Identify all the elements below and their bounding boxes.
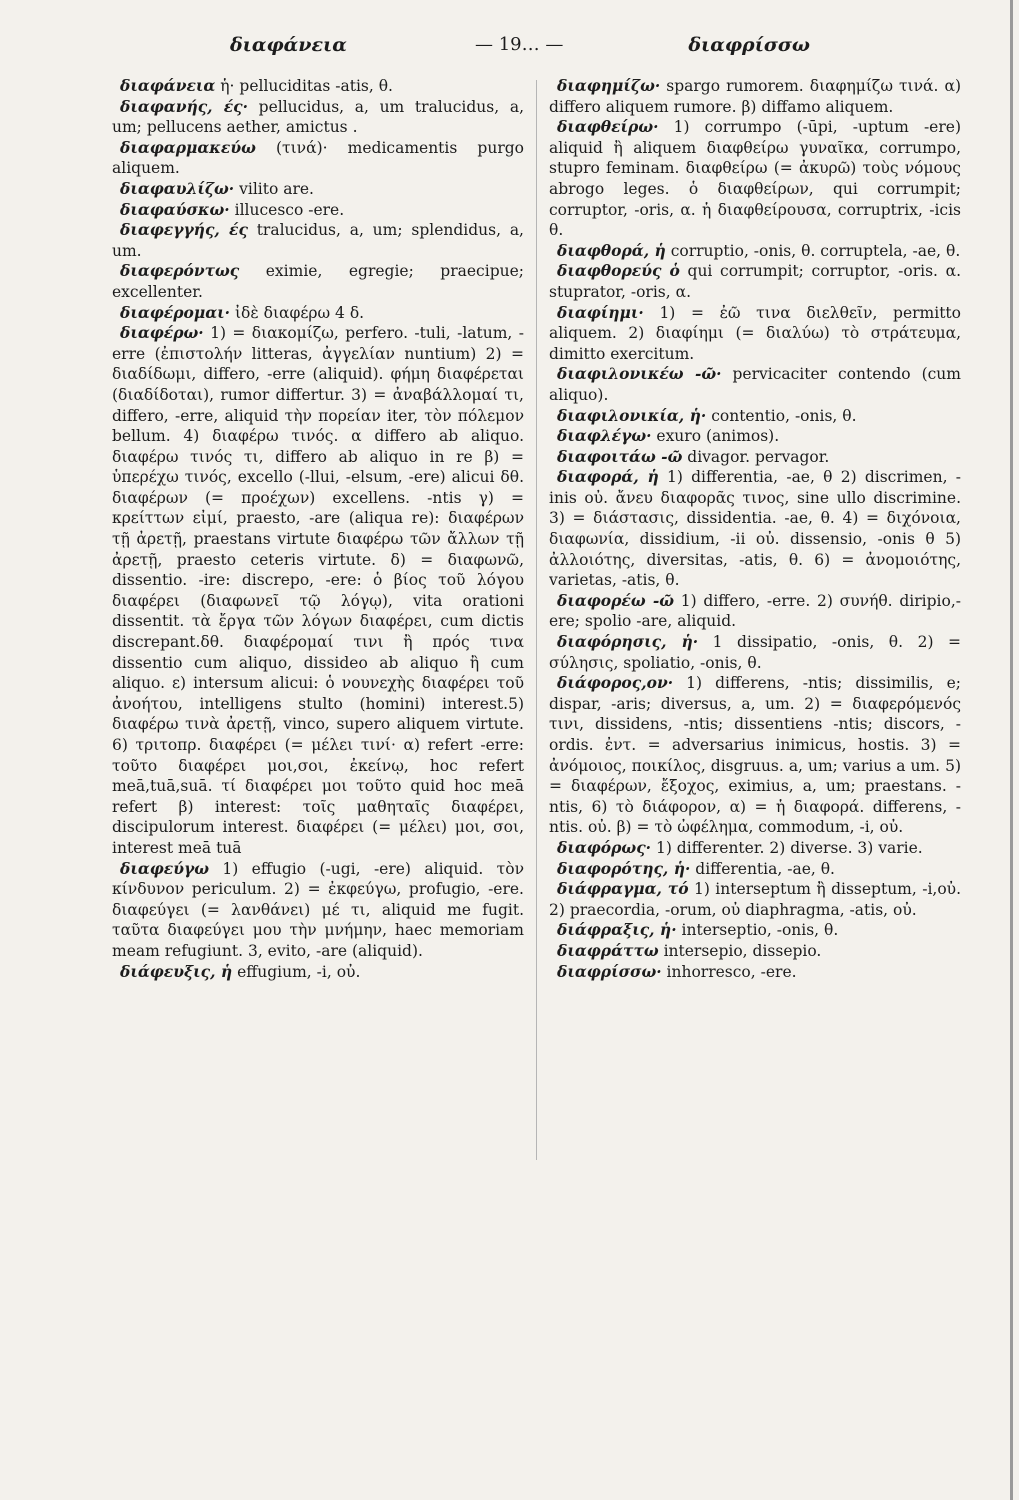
entry-headword: διαφέρομαι· [120,302,231,322]
entry-definition: 1) interseptum ἢ disseptum, -i,οὐ. 2) praecordia, -orum, οὐ diaphragma, -atis, οὐ. [549,880,961,919]
entry-definition: intersepio, dissepio. [658,941,822,960]
column-divider [536,80,537,1160]
dictionary-entry [549,303,961,365]
entry-definition: qui corrumpit; corruptor, -oris. α. stuprator, -oris, α. [549,262,961,301]
entry-definition: 1) = ἐῶ τινα διελθεῖν, permitto aliquem. 2) διαφίημι (= διαλύω) τὸ στράτευμα, dimitto exercitum. [549,303,961,363]
entry-definition: 1) differenter. 2) diverse. 3) varie. [651,838,923,857]
entry-headword: διαφαύσκω· [120,199,230,219]
entry-headword: διαφανής, ές· [120,96,248,116]
entry-headword: διαφθείρω· [557,117,659,137]
entry-definition: ἰδὲ διαφέρω 4 δ. [230,303,365,322]
right-column [549,76,961,1476]
dictionary-entry [112,200,524,221]
entry-headword: διαφιλονικέω -ῶ· [557,364,722,384]
dictionary-entry [549,261,961,302]
dictionary-entry [112,179,524,200]
entry-headword: διαφαυλίζω· [120,178,235,198]
entry-definition: illucesco -ere. [229,200,345,219]
entry-definition: 1) = διακομίζω, perfero. -tuli, -latum, -erre (ἐπιστολήν litteras, ἀγγελίαν nuntium) 2) = διαδίδωμι, differo, -erre (aliquid). φήμη διαφέρεται (διαδίδοται), rumor differtur. 3) = ἀναβάλλομαί τι, differo, -erre, aliquid τὴν πορείαν iter, τὸν πόλεμον bellum. 4) διαφέρω τινός. α differo ab aliquo. διαφέρω τινός τι, differo ab aliquo in re β) = ὑπερέχω τινός, excello (-llui, -elsum, -ere) alicui δθ. διαφέρων (= προέχων) excellens. -ntis γ) = κρείττων εἰμί, praesto, -are (aliqua re): διαφέρων τῇ ἀρετῇ, praestans virtute διαφέρω τῶν ἄλλων τῇ ἀρετῇ, praesto ceteris virtute. δ) = διαφωνῶ, dissentio. -ire: discrepo, -ere: ὁ βίος τοῦ λόγου διαφέρει (διαφωνεῖ τῷ λόγῳ), vita orationi dissentit. τὰ ἔργα τῶν λόγων διαφέρει, cum dictis discrepant.δθ. διαφέρομαί τινι ἢ πρός τινα dissentio cum aliquo, dissideo ab aliquo ἢ cum aliquo. ε) intersum alicui: ὁ νουνεχὴς διαφέρει τοῦ ἀνοήτου, intelligens stulto (homini) interest.5) διαφέρω τινὰ ἀρετῇ, vinco, supero aliquem virtute. 6) τριτοπρ. διαφέρει (= μέλει τινί· α) refert -erre: τοῦτο διαφέρει μοι,σοι, ἐκείνῳ, hoc refert meā,tuā,suā. τί διαφέρει μοι τοῦτο quid hoc meā refert β) interest: τοῖς μαθηταῖς διαφέρει, discipulorum interest. διαφέρει (= μέλει) μοι, σοι, interest meā tuā [112,324,524,857]
entry-headword: διαφλέγω· [557,426,652,446]
entry-headword: διάφραξις, ἡ· [557,920,677,940]
running-header [230,34,810,64]
entry-headword: διαφιλονικία, ἡ· [557,405,707,425]
dictionary-entry [112,220,524,261]
dictionary-entry [112,323,524,858]
dictionary-entry [549,920,961,941]
dictionary-entry [549,591,961,632]
entry-headword: διαφάνεια [120,76,216,95]
page-edge [1010,0,1013,1500]
entry-headword: διαφθορεύς ὁ [557,261,680,281]
entry-definition: 1) differentia, -ae, θ 2) discrimen, -inis οὐ. ἄνευ διαφορᾶς τινος, sine ullo discrimine. 3) = διάστασις, dissidentia. -ae, θ. 4) = διχόνοια, διαφωνία, dissidium, -ii οὐ. dissensio, -onis θ 5) ἀλλοιότης, diversitas, -atis, θ. 6) = ἀνομοιότης, varietas, -atis, θ. [549,468,961,590]
entry-definition: spargo rumorem. διαφημίζω τινά. α) differo aliquem rumore. β) diffamo aliquem. [549,77,961,116]
entry-headword: διαφρίσσω· [557,961,662,981]
entry-definition: pellucidus, a, um tralucidus, a, um; pellucens aether, amictus . [112,97,524,137]
dictionary-entry [549,426,961,447]
dictionary-entry [112,261,524,302]
dictionary-entry [112,303,524,324]
entry-definition: divagor. pervagor. [682,447,830,466]
entry-headword: διαφορά, ἡ [557,467,659,487]
entry-headword: διαφράττω [557,940,659,960]
dictionary-entry [549,447,961,468]
entry-definition: corruptio, -onis, θ. corruptela, -ae, θ. [665,241,961,260]
dictionary-entry [112,76,524,97]
entry-definition: vilito are. [234,179,314,198]
entry-headword: διαφίημι· [557,302,644,322]
entry-definition: 1 dissipatio, -onis, θ. 2) = σύλησις, spoliatio, -onis, θ. [549,633,961,672]
entry-definition: interseptio, -onis, θ. [676,921,839,940]
entry-headword: διαφοιτάω -ῶ [557,446,683,466]
left-column [112,76,524,1476]
entry-definition: (τινά)· medicamentis purgo aliquem. [112,138,524,178]
entry-headword: διαφερόντως [120,261,240,281]
entry-headword: διαφορότης, ἡ· [557,858,691,878]
entry-headword: διάφραγμα, τό [557,879,689,899]
dictionary-entry [112,962,524,983]
dictionary-entry [549,941,961,962]
dictionary-entry [549,838,961,859]
entry-headword: διαφημίζω· [557,76,661,95]
entry-headword: διαφορέω -ῶ [557,590,675,610]
entry-definition: contentio, -onis, θ. [706,406,857,425]
entry-headword: διάφευξις, ἡ [120,961,233,981]
dictionary-entry [549,241,961,262]
dictionary-entry [112,138,524,179]
entry-definition: differentia, -ae, θ. [690,859,835,878]
dictionary-entry [549,406,961,427]
header-left-word: διαφάνεια [230,34,347,56]
entry-definition: inhorresco, -ere. [661,962,797,981]
dictionary-entry [549,632,961,673]
dictionary-entry [549,467,961,591]
entry-definition: ἡ· pelluciditas -atis, θ. [215,77,393,95]
entry-definition: 1) corrumpo (-ūpi, -uptum -ere) aliquid ἢ aliquem διαφθείρω γυναῖκα, corrumpo, stupro feminam. διαφθείρω (= ἀκυρῶ) τοὺς νόμους abrogo leges. ὁ διαφθείρων, qui corrumpit; corruptor, -oris, α. ἡ διαφθείρουσα, corruptrix, -icis θ. [549,118,961,240]
entry-headword: διαφόρησις, ἡ· [557,632,699,652]
entry-headword: διαφέρω· [120,323,204,343]
entry-definition: effugium, -i, οὐ. [232,962,361,981]
dictionary-entry [112,97,524,138]
entry-definition: 1) differens, -ntis; dissimilis, e; dispar, -aris; diversus, a, um. 2) = διαφερόμενός τινι, dissidens, -ntis; dissentiens -ntis; discors, -ordis. ἐντ. = adversarius inimicus, hostis. 3) = ἀνόμοιος, ποικίλος, disgruus. a, um; varius a um. 5) = διαφέρων, ἔξοχος, eximius, a, um; praestans. -ntis, 6) τὸ διάφορον, α) = ἡ διαφορά. differens, -ntis. οὐ. β) = τὸ ὠφέλημα, commodum, -i, οὐ. [549,674,961,837]
dictionary-entry [549,673,961,838]
entry-definition: 1) effugio (-ugi, -ere) aliquid. τὸν κίνδυνον periculum. 2) = ἐκφεύγω, profugio, -ere. διαφεύγει (= λανθάνει) μέ τι, aliquid me fugit. ταῦτα διαφεύγει μου τὴν μνήμην, haec memoriam meam refugiunt. 3, evito, -are (aliquid). [112,859,524,960]
dictionary-entry [549,117,961,241]
entry-definition: eximie, egregie; praecipue; excellenter. [112,262,524,301]
entry-headword: διαφθορά, ἡ [557,240,666,260]
dictionary-entry [549,76,961,117]
entry-headword: διαφεγγής, ές [120,220,248,240]
entry-definition: pervicaciter contendo (cum aliquo). [549,365,961,404]
page-number: — 19… — [475,34,564,55]
entry-headword: διάφορος,ον· [557,673,674,693]
dictionary-entry [112,859,524,962]
entry-definition: exuro (animos). [651,427,780,446]
entry-headword: διαφαρμακεύω [120,137,256,157]
entry-definition: tralucidus, a, um; splendidus, a, um. [112,221,524,260]
header-right-word: διαφρίσσω [688,34,810,56]
dictionary-entry [549,962,961,983]
entry-headword: διαφεύγω [120,858,209,878]
dictionary-entry [549,859,961,880]
entry-headword: διαφόρως· [557,837,652,857]
dictionary-entry [549,879,961,920]
entry-definition: 1) differo, -erre. 2) συνήθ. diripio,-ere; spolio -are, aliquid. [549,591,961,631]
dictionary-entry [549,364,961,405]
